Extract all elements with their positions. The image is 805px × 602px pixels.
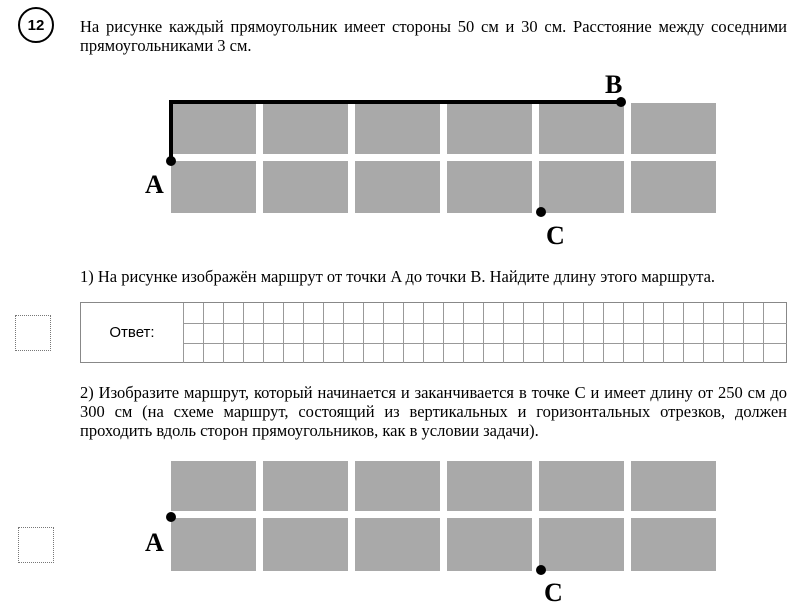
question-2-text: 2) Изобразите маршрут, который начинается и заканчивается в точке C и имеет длину от 250 см до 300 см (на схеме маршрут, состоящий из вертикальных и горизонтальных отрезков, должен проходить вдоль сторон прямоугольников, как в условии задачи). [80,383,787,440]
rect [539,518,624,571]
label-point-c: C [544,578,563,602]
figure-1-rectangles [171,103,716,213]
point-c [536,207,546,217]
task-intro-text: На рисунке каждый прямоугольник имеет стороны 50 см и 30 см. Расстояние между соседними прямоугольниками 3 см. [80,17,787,55]
rect [263,161,348,213]
rect [631,518,716,571]
rect [355,461,440,511]
point-c [536,565,546,575]
rect [539,161,624,213]
rect [171,518,256,571]
answer-label: Ответ: [109,324,155,341]
rect [263,103,348,154]
figure-2-rectangles [171,461,716,571]
answer-grid[interactable] [183,303,787,363]
rect [447,461,532,511]
rect [631,461,716,511]
label-point-b: B [605,70,623,99]
rect [539,461,624,511]
score-box-1[interactable] [15,315,51,351]
answer-field[interactable] [80,302,787,363]
label-point-c: C [546,221,565,250]
rect [355,103,440,154]
label-point-a: A [145,528,164,557]
rect [631,161,716,213]
rect [171,461,256,511]
rect [447,161,532,213]
rect [539,103,624,154]
question-1-text: 1) На рисунке изображён маршрут от точки A до точки B. Найдите длину этого маршрута. [80,267,716,286]
rect [355,518,440,571]
rect [263,461,348,511]
rect [171,103,256,154]
point-a [166,156,176,166]
rect [631,103,716,154]
point-a [166,512,176,522]
rect [263,518,348,571]
rect [447,518,532,571]
rect [355,161,440,213]
rect [447,103,532,154]
figure-2[interactable] [0,455,805,602]
figure-1 [0,60,805,260]
task-number: 12 [18,7,54,43]
label-point-a: A [145,170,164,199]
rect [171,161,256,213]
